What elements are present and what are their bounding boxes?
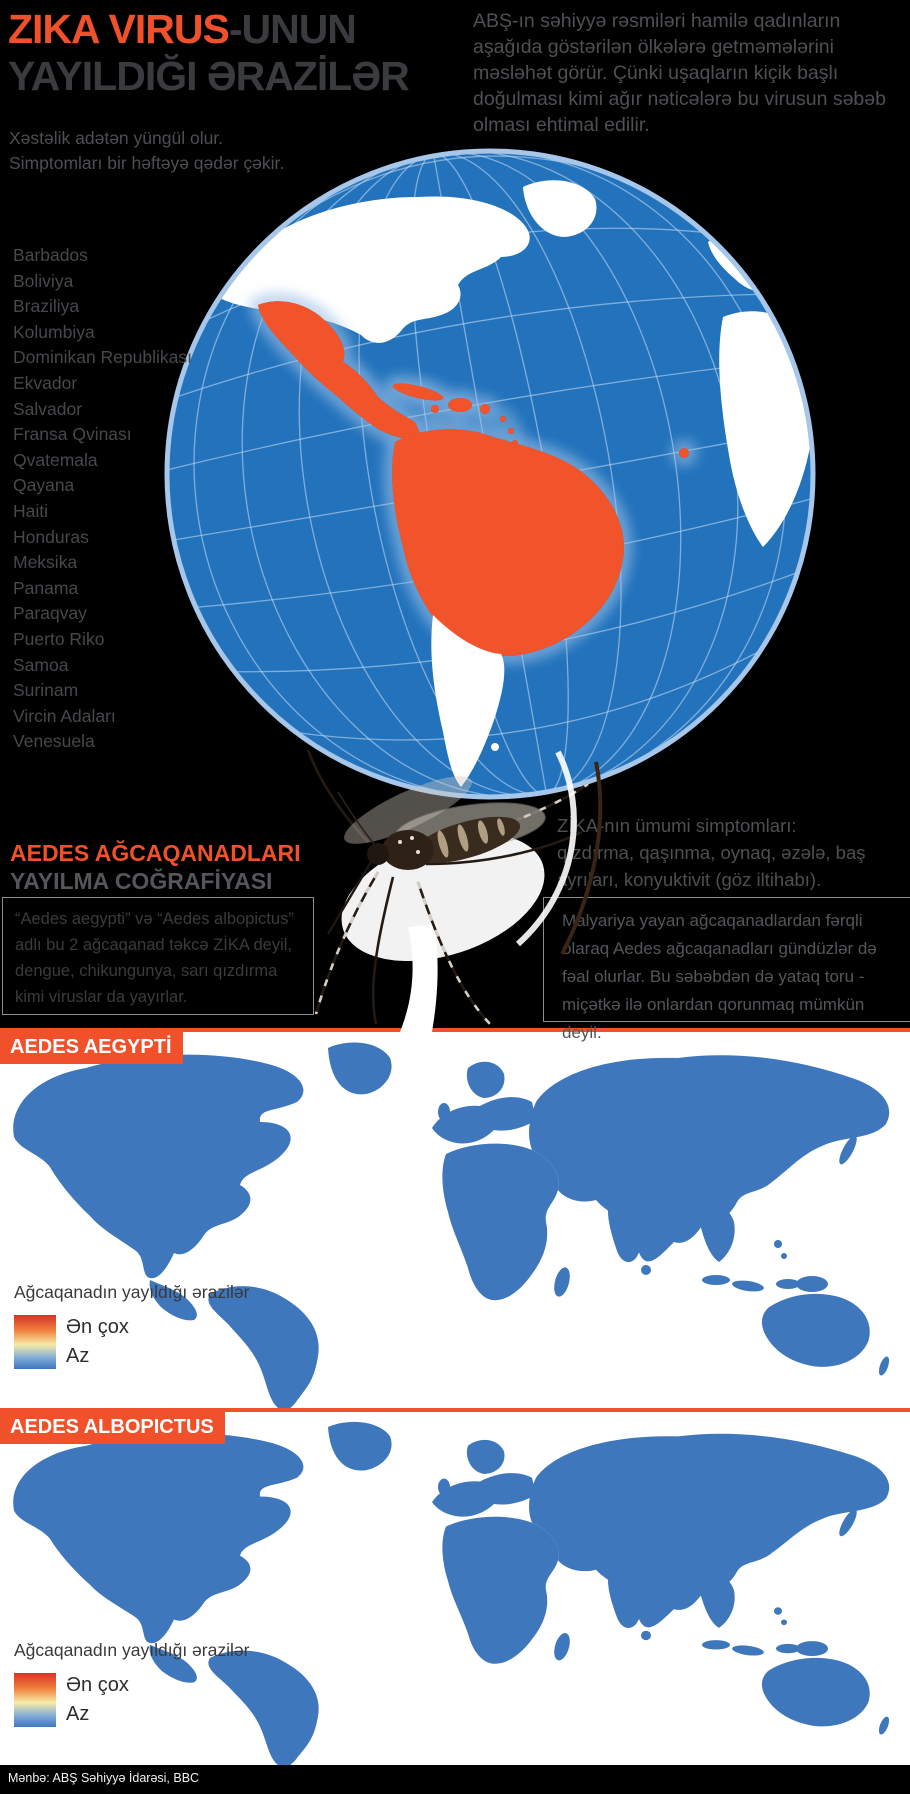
country-list-item: Venesuela bbox=[13, 731, 95, 752]
country-list-item: Haiti bbox=[13, 500, 49, 521]
country-list-item: Qayana bbox=[13, 475, 75, 496]
country-list-item: Meksika bbox=[13, 552, 78, 573]
legend-high-label: Ən çox bbox=[66, 1674, 129, 1696]
source-attribution: Mənbə: ABŞ Səhiyyə İdarəsi, BBC bbox=[8, 1771, 200, 1785]
country-list-item: Samoa bbox=[13, 654, 69, 675]
map-legend-aegypti bbox=[14, 1282, 249, 1369]
section-heading-line1: AEDES AĞCAQANADLARI bbox=[10, 840, 301, 866]
mosquito-thorax bbox=[382, 830, 434, 870]
zika-symptoms-title: ZİKA-nın ümumi simptomları: bbox=[557, 815, 797, 836]
legend-low-label: Az bbox=[66, 1345, 90, 1367]
country-list-item: Braziliya bbox=[13, 296, 80, 317]
country-list-item: Vircin Adaları bbox=[13, 705, 116, 726]
footer-bar bbox=[0, 1765, 910, 1794]
map-legend-albopictus bbox=[14, 1640, 249, 1727]
daytime-activity-note-box: Malyariya yayan ağcaqanadlardan fərqli olaraq Aedes ağcaqanadları gündüzlər də fəal olurlar. Bu səbəbdən də yataq toru - miçətkə ilə onlardan qorunmaq mümkün deyil. bbox=[543, 897, 910, 1022]
legend-gradient-swatch bbox=[14, 1673, 56, 1727]
map-title-badge-albopictus: AEDES ALBOPICTUS bbox=[0, 1412, 225, 1444]
country-list bbox=[13, 245, 192, 757]
country-list-item: Kolumbiya bbox=[13, 321, 95, 342]
intro-paragraph: ABŞ-ın səhiyyə rəsmiləri hamilə qadınların aşağıda göstərilən ölkələrə getməmələrini məsləhət görür. Çünki uşaqların kiçik başlı doğulması kimi ağır nəticələrə bu virusun səbəb olması ehtimal edilir. bbox=[473, 10, 886, 136]
section-heading-line2: YAYILMA COĞRAFİYASI bbox=[10, 868, 273, 894]
aedes-species-note-box: “Aedes aegypti” və “Aedes albopictus” adlı bu 2 ağcaqanad təkcə ZİKA deyil, dengue, chikungunya, sarı qızdırma kimi viruslar da yayırlar. bbox=[2, 897, 314, 1015]
country-list-item: Dominikan Republikası bbox=[13, 347, 192, 368]
country-list-item: Panama bbox=[13, 577, 79, 598]
map-title-badge-aegypti: AEDES AEGYPTİ bbox=[0, 1032, 183, 1064]
country-list-item: Puerto Riko bbox=[13, 628, 105, 649]
mosquito-illustration bbox=[258, 692, 618, 1032]
country-list-item: Barbados bbox=[13, 245, 88, 265]
subtitle-line2: Simptomları bir həftəyə qədər çəkir. bbox=[9, 153, 285, 173]
country-list-item: Paraqvay bbox=[13, 603, 87, 624]
title-highlight: ZIKA VIRUS bbox=[8, 6, 229, 52]
zika-symptoms-body: qızdırma, qaşınma, oynaq, əzələ, baş ayrıları, konyuktivit (göz iltihabı). bbox=[557, 842, 866, 890]
legend-gradient-swatch bbox=[14, 1315, 56, 1369]
legend-title: Ağcaqanadın yayıldığı ərazilər bbox=[14, 1640, 250, 1660]
country-list-item: Surinam bbox=[13, 680, 79, 701]
country-list-item: Honduras bbox=[13, 526, 89, 547]
map-section-albopictus bbox=[0, 1408, 910, 1765]
title-tail: -UNUN bbox=[228, 6, 356, 52]
title-line2: YAYILDIĞI ƏRAZİLƏR bbox=[8, 53, 409, 99]
country-list-item: Fransa Qvinası bbox=[13, 424, 132, 445]
country-list-item: Boliviya bbox=[13, 270, 74, 291]
title-line1 bbox=[8, 6, 409, 53]
map-section-aegypti bbox=[0, 1028, 910, 1408]
legend-low-label: Az bbox=[66, 1703, 90, 1725]
legend-title: Ağcaqanadın yayıldığı ərazilər bbox=[14, 1282, 250, 1302]
legend-high-label: Ən çox bbox=[66, 1316, 129, 1338]
country-list-item: Qvatemala bbox=[13, 449, 98, 470]
page-title bbox=[8, 6, 409, 100]
country-list-item: Salvador bbox=[13, 398, 83, 419]
country-list-item: Ekvador bbox=[13, 372, 78, 393]
subtitle-line1: Xəstəlik adətən yüngül olur. bbox=[9, 128, 224, 148]
